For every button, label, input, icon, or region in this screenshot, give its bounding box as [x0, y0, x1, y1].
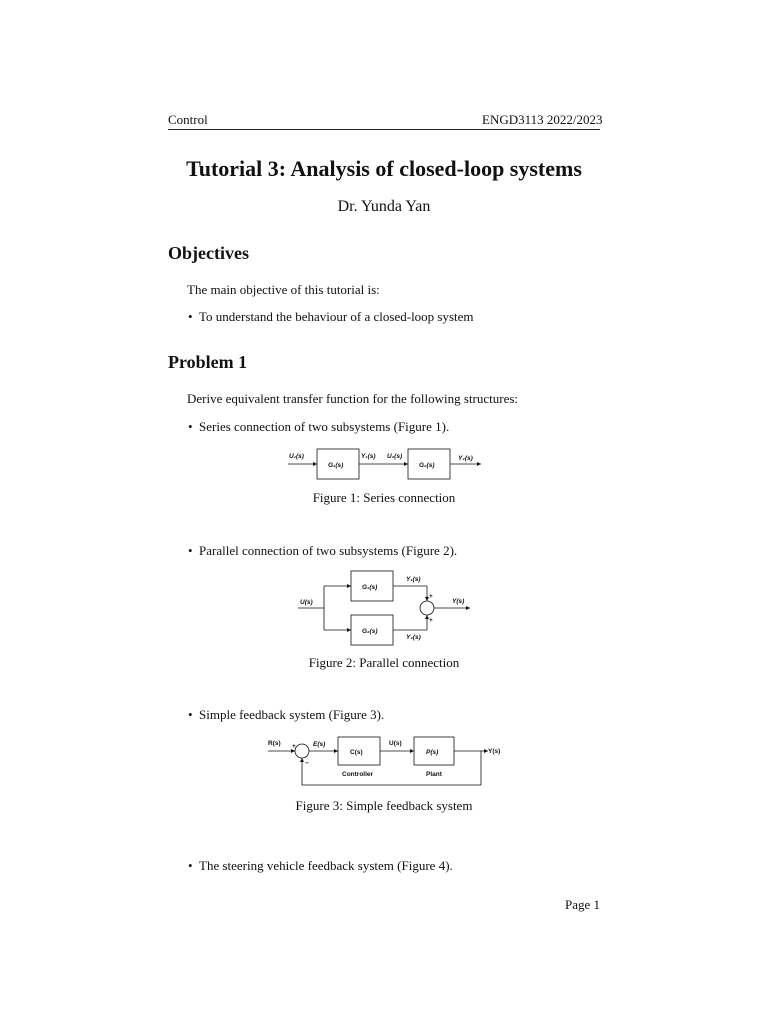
figure3-caption: Figure 3: Simple feedback system: [295, 798, 473, 813]
fig3-label-u: U(s): [389, 740, 402, 747]
fig1-label-u1: U₁(s): [289, 453, 304, 460]
problem1-bullet-series: [188, 419, 449, 435]
fig2-summing-junction: [420, 601, 434, 615]
fig2-plus-bottom: +: [429, 617, 433, 624]
figure2-parallel-diagram: [298, 569, 473, 645]
problem1-bullet-steering: [188, 858, 453, 874]
figure1-caption: Figure 1: Series connection: [312, 490, 456, 505]
header-left: Control: [168, 112, 208, 127]
fig2-label-y: Y(s): [452, 598, 465, 605]
fig1-label-u2: U₂(s): [387, 453, 403, 460]
fig1-label-g2: G₂(s): [419, 462, 435, 469]
objectives-heading: Objectives: [168, 243, 249, 263]
author: Dr. Yunda Yan: [337, 198, 431, 215]
fig3-label-p: P(s): [426, 749, 439, 756]
objectives-intro: The main objective of this tutorial is:: [187, 282, 380, 297]
problem1-bullet-feedback: [188, 707, 384, 723]
fig1-label-y1: Y₁(s): [361, 453, 376, 460]
problem1-bullet-feedback-text: Simple feedback system (Figure 3).: [199, 707, 385, 722]
fig2-label-g2: G₂(s): [362, 628, 378, 635]
problem1-bullet-parallel-text: Parallel connection of two subsystems (Figure 2).: [199, 543, 458, 558]
fig3-label-c: C(s): [350, 749, 363, 756]
fig2-label-y1: Y₁(s): [406, 576, 421, 583]
fig3-label-plant: Plant: [426, 771, 442, 778]
page-title: Tutorial 3: Analysis of closed-loop systems: [186, 156, 582, 181]
fig2-plus-top: +: [429, 593, 433, 600]
page-number: Page 1: [565, 897, 601, 912]
problem1-heading: Problem 1: [168, 352, 248, 372]
fig3-label-y: Y(s): [488, 748, 501, 755]
fig2-label-g1: G₁(s): [362, 584, 378, 591]
header-right: ENGD3113 2022/2023: [482, 112, 603, 127]
bullet-dot: •: [188, 419, 193, 434]
figure1-series-diagram: [288, 446, 483, 484]
objectives-bullet: [188, 309, 474, 325]
bullet-dot: •: [188, 309, 193, 324]
fig3-label-r: R(s): [268, 740, 281, 747]
bullet-dot: •: [188, 707, 193, 722]
fig2-label-y2: Y₂(s): [406, 634, 421, 641]
fig1-label-g1: G₁(s): [328, 462, 344, 469]
header-rule: [168, 129, 600, 130]
problem1-intro: Derive equivalent transfer function for the following structures:: [187, 391, 519, 406]
objectives-bullet-text: To understand the behaviour of a closed-loop system: [199, 309, 474, 324]
figure3-feedback-diagram: [268, 736, 501, 790]
fig3-label-e: E(s): [313, 741, 326, 748]
problem1-bullet-series-text: Series connection of two subsystems (Figure 1).: [199, 419, 450, 434]
fig3-summing-junction: [295, 744, 309, 758]
fig3-plus-sign: +: [292, 743, 296, 750]
problem1-bullet-parallel: [188, 543, 457, 559]
bullet-dot: •: [188, 543, 193, 558]
fig3-label-controller: Controller: [342, 771, 374, 778]
problem1-bullet-steering-text: The steering vehicle feedback system (Figure 4).: [199, 858, 453, 873]
fig2-label-u: U(s): [300, 599, 313, 606]
fig1-label-y2: Y₂(s): [458, 455, 473, 462]
figure2-caption: Figure 2: Parallel connection: [308, 655, 460, 670]
fig3-minus-sign: −: [305, 760, 309, 767]
bullet-dot: •: [188, 858, 193, 873]
